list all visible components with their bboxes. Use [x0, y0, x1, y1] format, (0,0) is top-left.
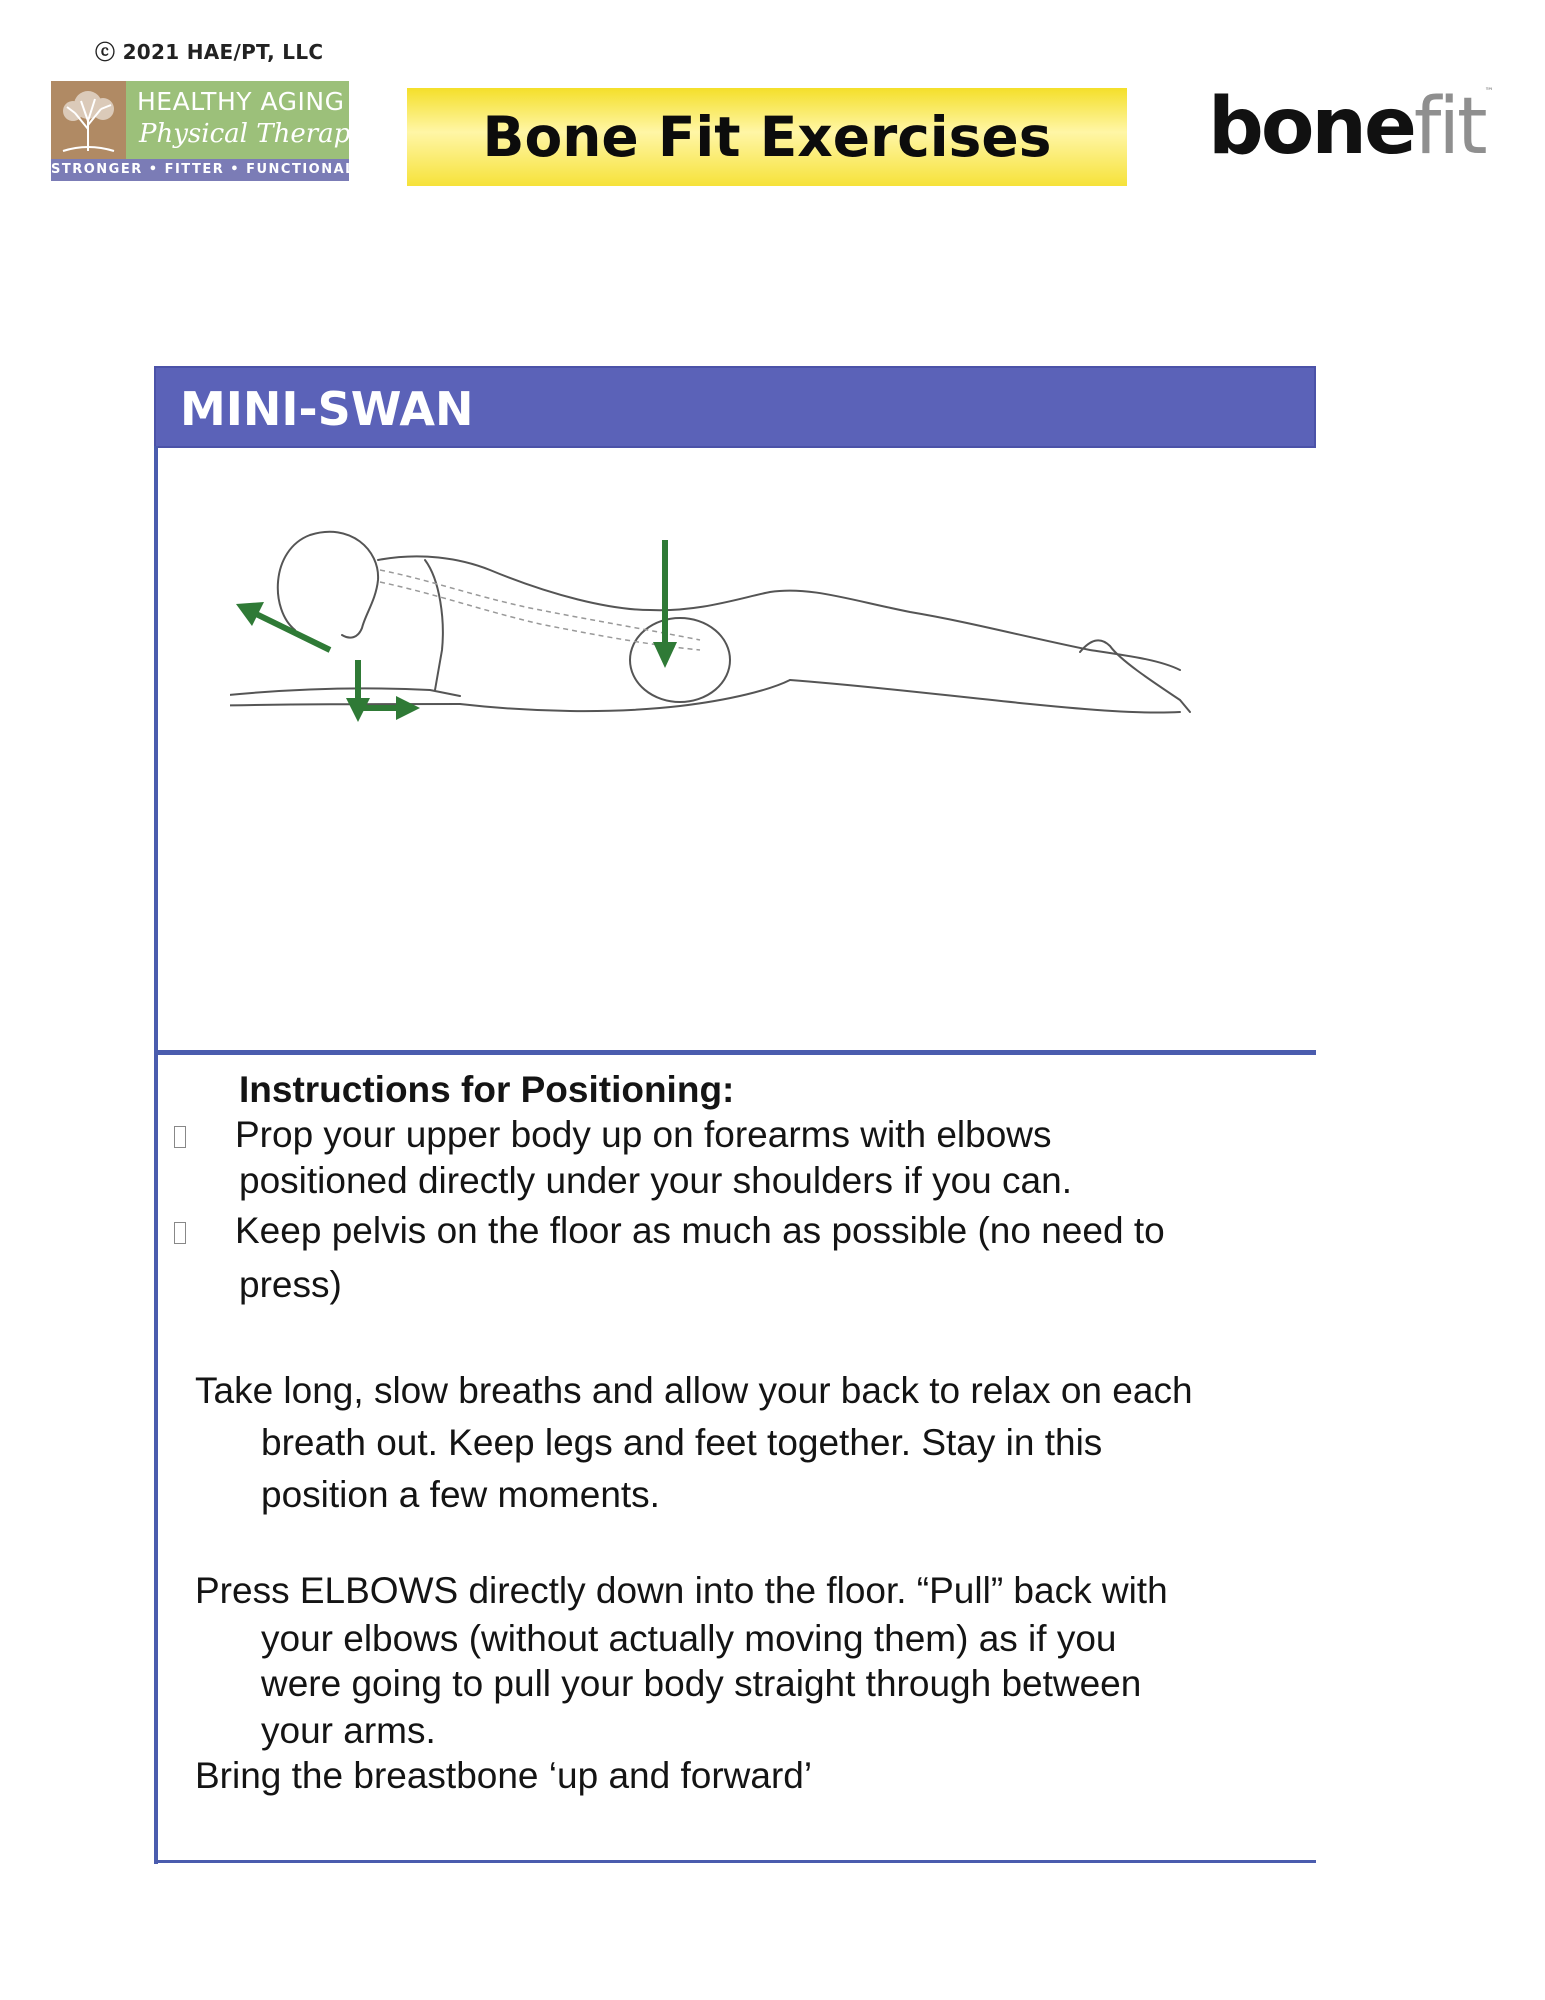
logo-text-physical-therapy: Physical Therapy — [139, 119, 365, 149]
bonefit-logo-fit: fit — [1413, 82, 1485, 172]
bullet-1-line-2: positioned directly under your shoulders if you can. — [239, 1160, 1072, 1201]
card-divider — [154, 1050, 1316, 1055]
page-title: Bone Fit Exercises — [482, 105, 1052, 169]
paragraph-2-line-3: were going to pull your body straight through between — [261, 1663, 1142, 1704]
bonefit-logo-bone: bone — [1208, 82, 1414, 172]
mini-swan-illustration — [230, 500, 1230, 740]
logo-text-healthy-aging: HEALTHY AGING — [137, 87, 345, 116]
final-instruction: Bring the breastbone ‘up and forward’ — [195, 1755, 813, 1796]
card-bottom-border — [154, 1860, 1316, 1863]
tree-icon — [51, 81, 126, 159]
bullet-2-line-2: press) — [239, 1264, 342, 1305]
copyright-notice: ⓒ 2021 HAE/PT, LLC — [95, 40, 324, 64]
title-banner — [407, 88, 1127, 186]
bullet-icon — [174, 1222, 186, 1244]
paragraph-1-line-3: position a few moments. — [261, 1474, 660, 1515]
bonefit-logo-tm: ™ — [1484, 87, 1494, 97]
logo-tagline: STRONGER • FITTER • FUNCTIONAL — [51, 159, 349, 181]
paragraph-2-line-1: Press ELBOWS directly down into the floor. “Pull” back with — [195, 1570, 1168, 1611]
paragraph-1-line-2: breath out. Keep legs and feet together. Stay in this — [261, 1422, 1103, 1463]
card-left-border — [154, 446, 158, 1864]
bonefit-logo — [1208, 82, 1494, 172]
exercise-title: MINI-SWAN — [180, 382, 474, 436]
bullet-1-line-1: Prop your upper body up on forearms with elbows — [235, 1114, 1052, 1155]
bullet-2-line-1: Keep pelvis on the floor as much as possible (no need to — [235, 1210, 1165, 1251]
paragraph-2-line-4: your arms. — [261, 1710, 436, 1751]
bullet-icon — [174, 1126, 186, 1148]
paragraph-1-line-1: Take long, slow breaths and allow your back to relax on each — [195, 1370, 1193, 1411]
exercise-header — [154, 366, 1316, 448]
instructions-heading: Instructions for Positioning: — [239, 1069, 735, 1110]
healthy-aging-logo — [51, 81, 365, 181]
paragraph-2-line-2: your elbows (without actually moving them) as if you — [261, 1618, 1117, 1659]
